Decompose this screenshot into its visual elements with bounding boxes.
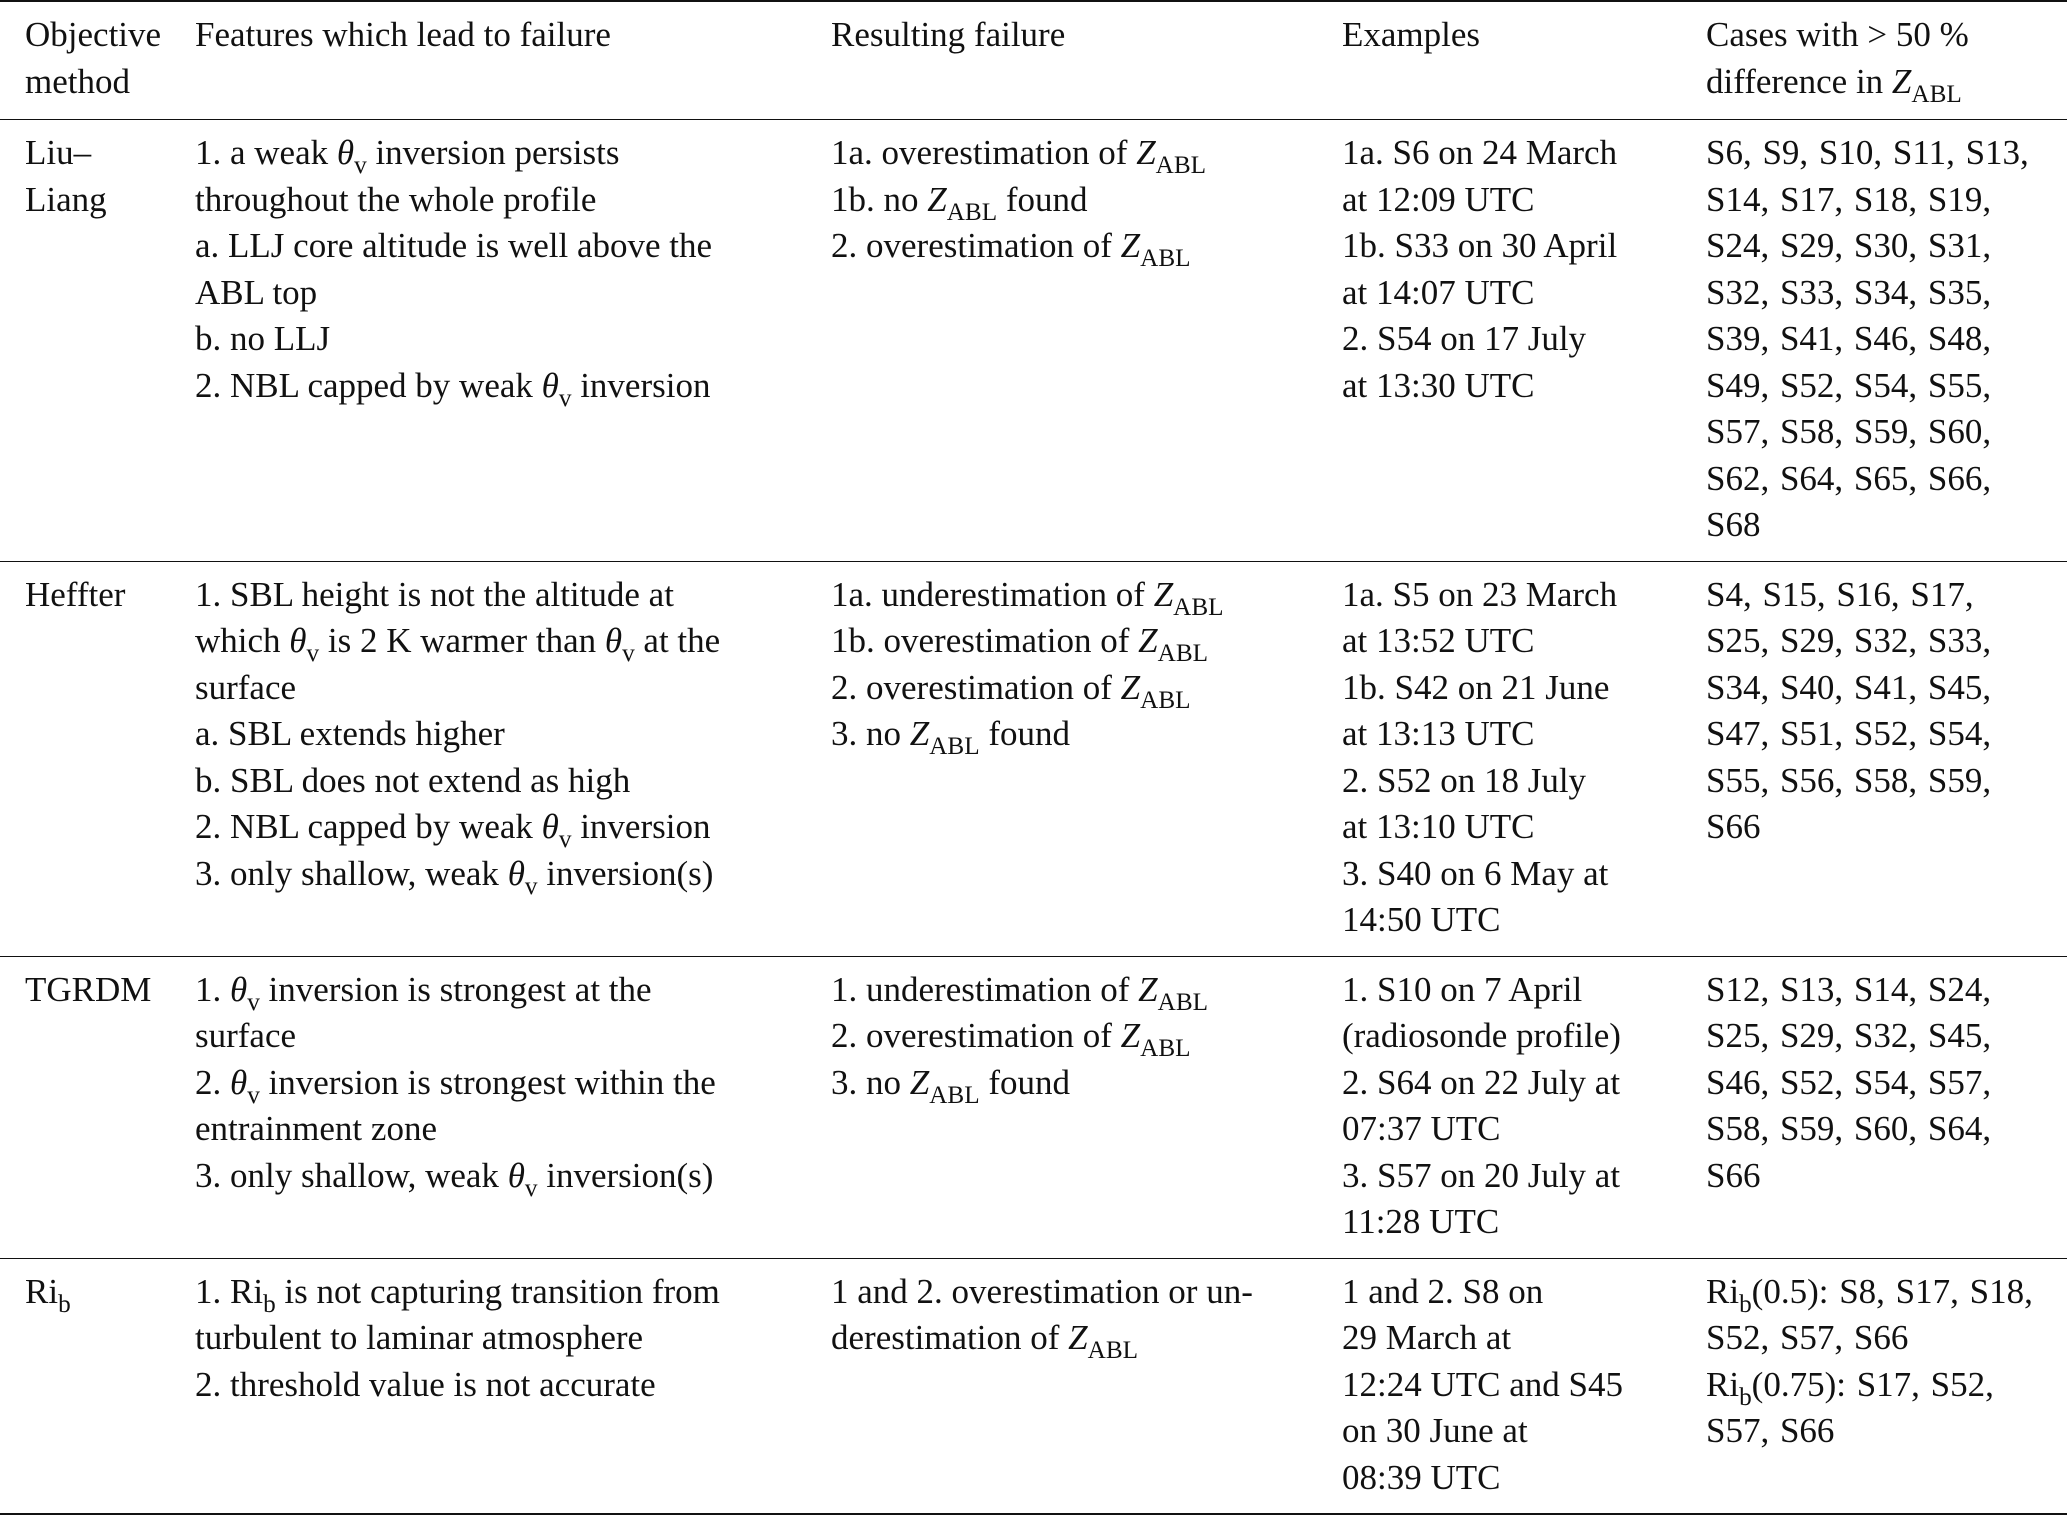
table-row (0, 1258, 2067, 1514)
failure-cell: 1. underestimation of $Z_{ABL}$ 2. overestimation of $Z_{ABL}$ 3. no $Z_{ABL}$ found (831, 969, 1208, 1109)
failure-cell: 1a. overestimation of $Z_{ABL}$ 1b. no $Z_{ABL}$ found 2. overestimation of $Z_{ABL}$ (831, 133, 1207, 272)
examples-cell: 1a. S5 on 23 March at 13:52 UTC 1b. S42 on 21 June at 13:13 UTC 2. S52 on 18 July at 13:10 UTC 3. S40 on 6 May at 14:50 UTC (1342, 574, 1618, 939)
features-cell: 1. $\theta_v$ inversion is strongest at the surface 2. $\theta_v$ inversion is strongest within the entrainment zone 3. only shallow, weak $\theta_v$ inversion(s) (195, 969, 716, 1202)
examples-cell: 1a. S6 on 24 March at 12:09 UTC 1b. S33 on 30 April at 14:07 UTC 2. S54 on 17 July at 13:30 UTC (1342, 133, 1618, 405)
features-cell: 1. SBL height is not the altitude at which $\theta_v$ is 2 K warmer than $\theta_v$ at the surface a. SBL extends higher b. SBL does not extend as high 2. NBL capped by weak $\theta_v$ inversion 3. only shallow, weak $\theta_v$ inversion(s) (195, 574, 721, 900)
header-cases: Cases with > 50 % difference in $Z_{ABL}$ (1706, 15, 1969, 108)
failure-cell: 1a. underestimation of $Z_{ABL}$ 1b. overestimation of $Z_{ABL}$ 2. overestimation of $Z_{ABL}$ 3. no $Z_{ABL}$ found (831, 574, 1224, 760)
method-cell: Liu– Liang (25, 133, 107, 219)
table-row (0, 956, 2067, 1258)
cases-cell: S6, S9, S10, S11, S13, S14, S17, S18, S19, S24, S29, S30, S31, S32, S33, S34, S35, S39, S41, S46, S48, S49, S52, S54, S55, S57, S58, S59, S60, S62, S64, S65, S66, S68 (1706, 133, 2029, 544)
table-row (0, 120, 2067, 562)
examples-cell: 1 and 2. S8 on 29 March at 12:24 UTC and S45 on 30 June at 08:39 UTC (1342, 1271, 1623, 1497)
cases-cell: S4, S15, S16, S17, S25, S29, S32, S33, S34, S40, S41, S45, S47, S51, S52, S54, S55, S56, S58, S59, S66 (1706, 574, 1992, 846)
table-row (0, 561, 2067, 956)
cases-cell: S12, S13, S14, S24, S25, S29, S32, S45, S46, S52, S54, S57, S58, S59, S60, S64, S66 (1706, 969, 1992, 1195)
examples-cell: 1. S10 on 7 April (radiosonde profile) 2. S64 on 22 July at 07:37 UTC 3. S57 on 20 July at 11:28 UTC (1342, 969, 1621, 1241)
header-features: Features which lead to failure (195, 15, 611, 54)
table-header-row (0, 1, 2067, 120)
method-cell: $Ri_b$ (25, 1271, 71, 1318)
header-examples: Examples (1342, 15, 1481, 54)
header-failure: Resulting failure (831, 15, 1066, 54)
features-cell: 1. a weak $\theta_v$ inversion persists throughout the whole profile a. LLJ core altitude is well above the ABL top b. no LLJ 2. NBL capped by weak $\theta_v$ inversion (195, 133, 713, 412)
failure-cell: 1 and 2. overestimation or un- derestimation of $Z_{ABL}$ (831, 1271, 1253, 1364)
header-method: Objective method (25, 15, 162, 101)
method-cell: TGRDM (25, 969, 152, 1009)
method-cell: Heffter (25, 574, 126, 614)
cases-cell: $Ri_b(0.5)$: S8, S17, S18, S52, S57, S66 $Ri_b(0.75)$: S17, S52, S57, S66 (1706, 1271, 2033, 1450)
features-cell: 1. $Ri_b$ is not capturing transition from turbulent to laminar atmosphere 2. threshold value is not accurate (195, 1271, 720, 1404)
